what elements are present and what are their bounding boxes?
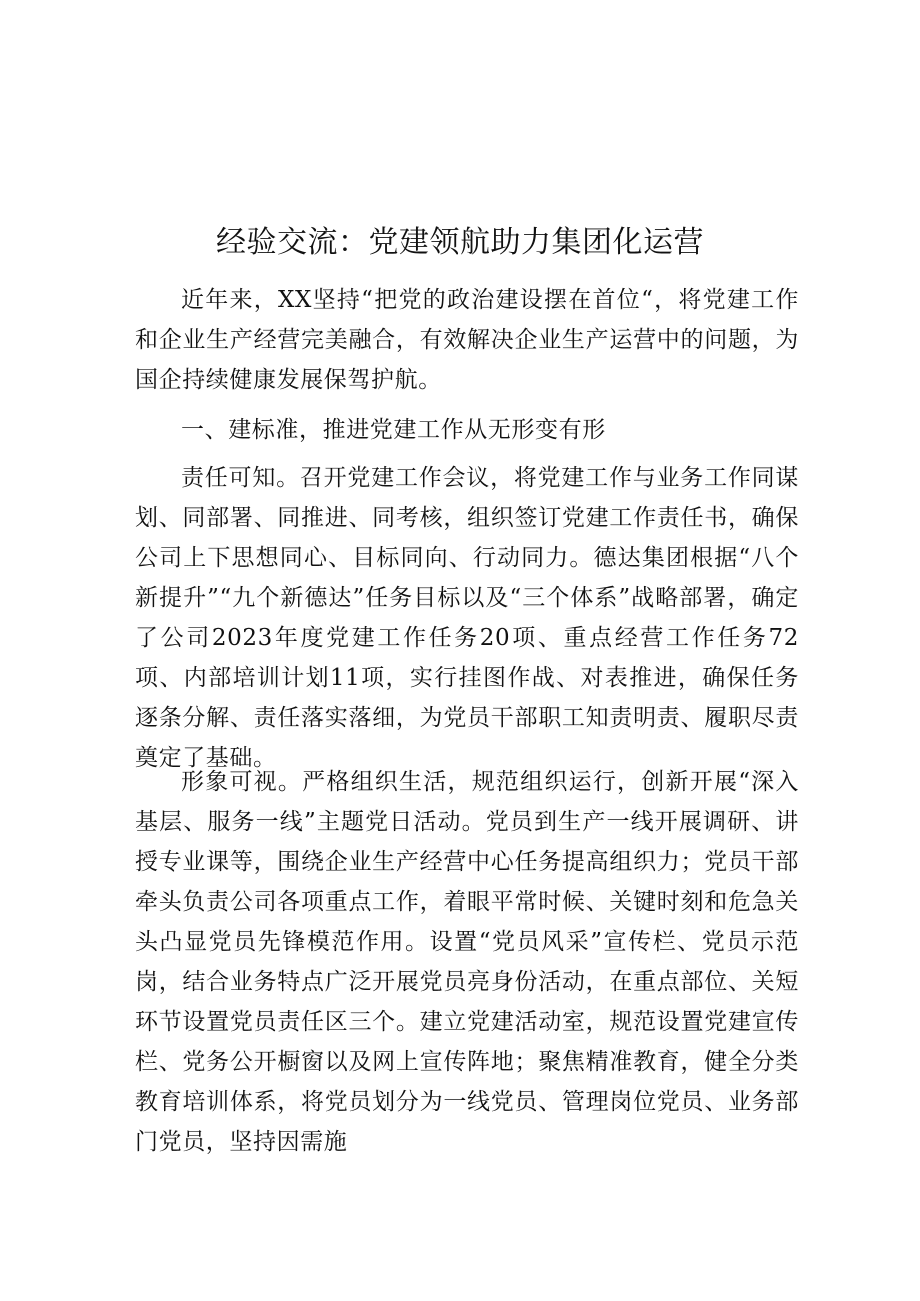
responsibility-paragraph: 责任可知。召开党建工作会议，将党建工作与业务工作同谋划、同部署、同推进、同考核，组织签订党建工作责任书，确保公司上下思想同心、目标同向、行动同力。德达集团根据“八个新提升”“九个新德达”任务目标以及“三个体系”战略部署，确定了公司2023年度党建工作任务20项、重点经营工作任务72项、内部培训计划11项，实行挂图作战、对表推进，确保任务逐条分解、责任落实落细，为党员干部职工知责明责、履职尽责奠定了基础。	[135, 465, 799, 771]
intro-paragraph: 近年来，XX坚持“把党的政治建设摆在首位“，将党建工作和企业生产经营完美融合，有效解决企业生产运营中的问题，为国企持续健康发展保驾护航。	[135, 287, 799, 393]
image-visibility-paragraph: 形象可视。严格组织生活，规范组织运行，创新开展“深入基层、服务一线”主题党日活动。党员到生产一线开展调研、讲授专业课等，围绕企业生产经营中心任务提高组织力；党员干部牵头负责公司各项重点工作，着眼平常时候、关键时刻和危急关头凸显党员先锋模范作用。设置“党员风采”宣传栏、党员示范岗，结合业务特点广泛开展党员亮身份活动，在重点部位、关短环节设置党员责任区三个。建立党建活动室，规范设置党建宣传栏、党务公开橱窗以及网上宣传阵地；聚焦精准教育，健全分类教育培训体系，将党员划分为一线党员、管理岗位党员、业务部门党员，坚持因需施	[135, 769, 799, 1155]
section-heading: 一、建标准，推进党建工作从无形变有形	[181, 417, 606, 443]
document-title: 经验交流：党建领航助力集团化运营	[216, 225, 704, 260]
